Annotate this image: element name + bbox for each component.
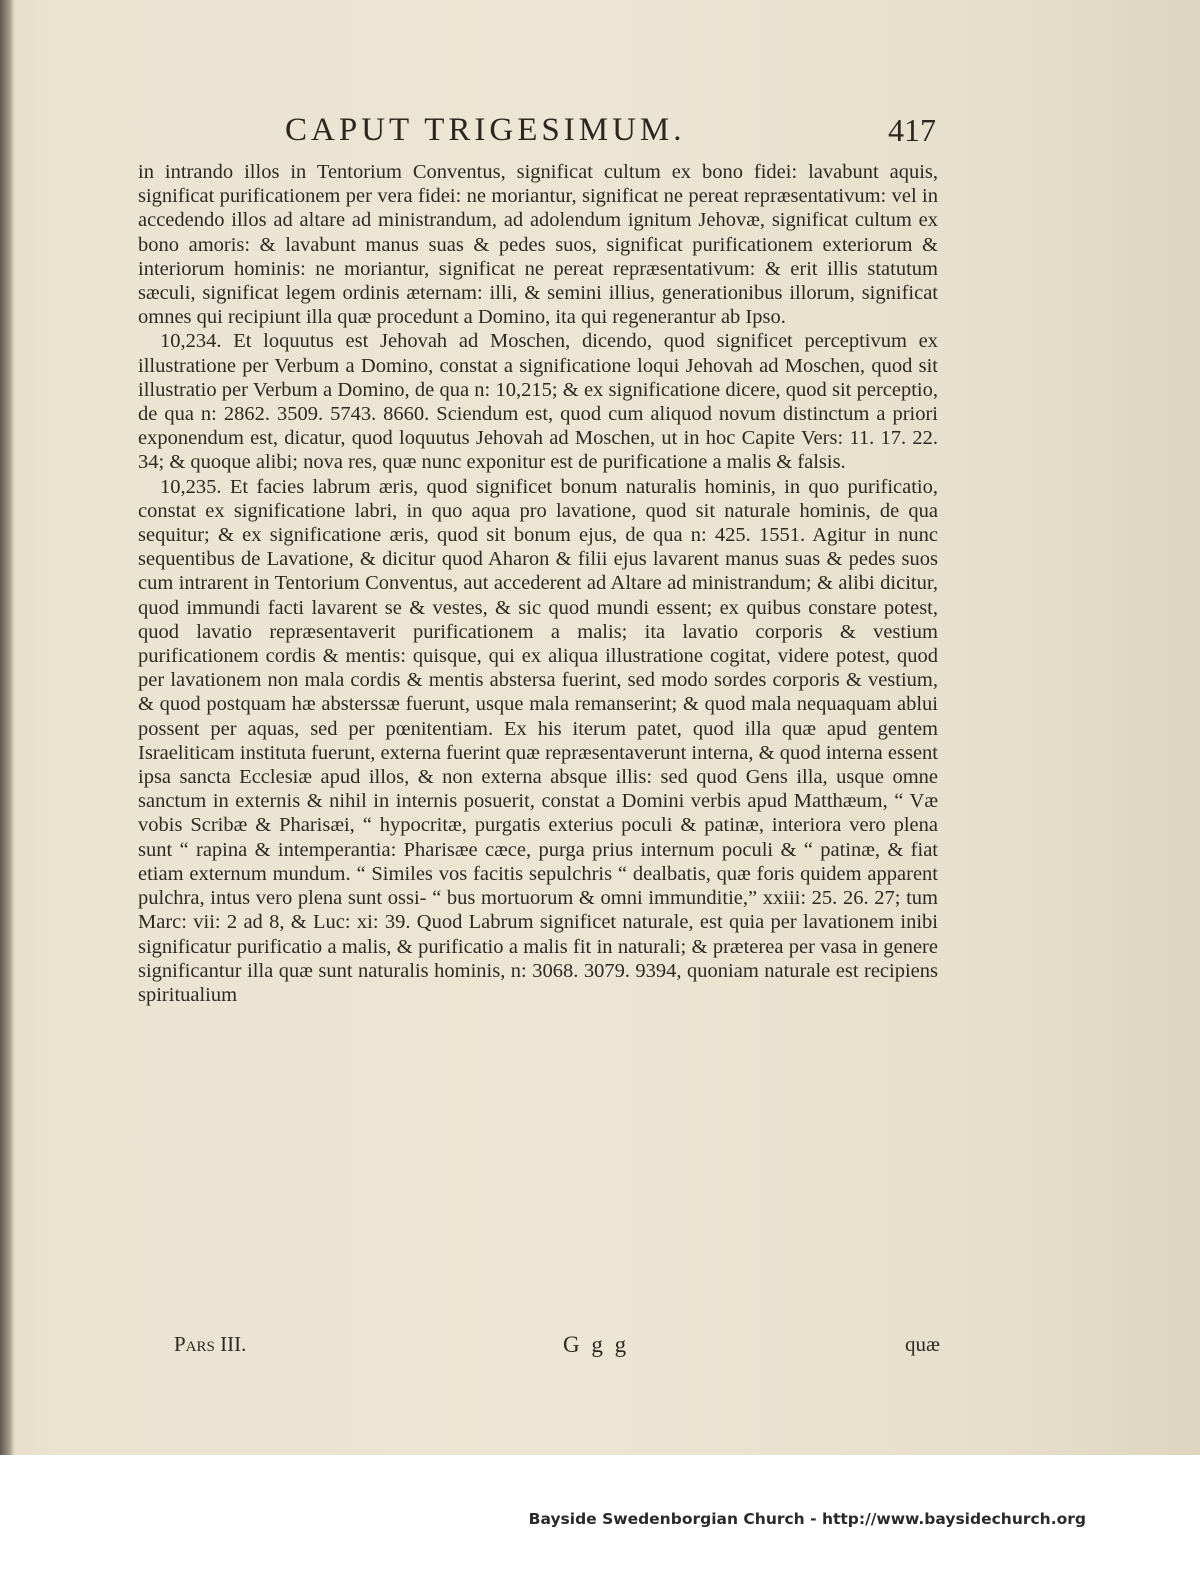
signature-mark: G g g	[563, 1332, 630, 1357]
page-footer	[140, 1332, 940, 1362]
paragraph-10235: 10,235. Et facies labrum æris, quod significet bonum naturalis hominis, in quo purificatio, constat ex significatione labri, in quo aqua pro lavatione, quod sit naturale hominis, de qua sequitur; & ex significatione æris, quod sit bonum ejus, de qua n: 425. 1551. Agitur in nunc sequentibus de Lavatione, & dicitur quod Aharon & filii ejus lavarent manus suas & pedes suos cum intrarent in Tentorium Conventus, aut accederent ad Altare ad ministrandum; & alibi dicitur, quod immundi facti lavarent se & vestes, & sic quod mundi essent; ex quibus constare potest, quod lavatio repræsentaverit purificationem a malis; ita lavatio corporis & vestium purificationem cordis & mentis: quisque, qui ex aliqua illustratione cogitat, videre potest, quod per lavationem non mala cordis & mentis abstersa fuerint, sed modo sordes corporis & vestium, & quod postquam hæ absterssæ fuerunt, usque mala remanserint; & quod mala nequaquam ablui possent per aquas, sed per pœnitentiam. Ex his iterum patet, quod illa quæ apud gentem Israeliticam instituta fuerunt, externa fuerint quæ repræsentaverunt interna, & quod interna essent ipsa sancta Ecclesiæ apud illos, & non externa absque illis: sed quod Gens illa, usque omne sanctum in externis & nihil in internis posuerit, constat a Domini verbis apud Matthæum, “ Væ vobis Scribæ & Pharisæi, “ hypocritæ, purgatis exterius poculi & patinæ, interiora vero plena sunt “ rapina & intemperantia: Pharisæe cæce, purga prius internum poculi & “ patinæ, & fiat etiam externum mundum. “ Similes vos facitis sepulchris “ dealbatis, quæ foris quidem apparent pulchra, intus vero plena sunt ossi- “ bus mortuorum & omni immunditie,” xxiii: 25. 26. 27; tum Marc: vii: 2 ad 8, & Luc: xi: 39. Quod Labrum significet naturale, est quia per lavationem inibi significatur purificatio a malis, & purificatio a malis fit in naturali; & præterea per vasa in genere significantur illa quæ sunt naturalis hominis, n: 3068. 3079. 9394, quoniam naturale est recipiens spiritualium	[138, 475, 938, 1006]
book-spine-shadow	[0, 0, 14, 1455]
body-text	[138, 160, 938, 1007]
chapter-title: CAPUT TRIGESIMUM.	[285, 112, 686, 148]
catchword: quæ	[904, 1332, 940, 1356]
source-credit: Bayside Swedenborgian Church - http://www.baysidechurch.org	[528, 1510, 1086, 1528]
page-number: 417	[888, 112, 936, 148]
paragraph-continuation: in intrando illos in Tentorium Conventus, significat cultum ex bono fidei: lavabunt aquis, significat purificationem per vera fidei: ne moriantur, significat ne pereat repræsentativum: vel in accedendo illos ad altare ad ministrandum, ad adolendum ignitum Jehovæ, significat cultum ex bono amoris: & lavabunt manus suas & pedes suos, significat purificationem exteriorum & interiorum hominis: ne moriantur, significat ne pereat repræsentativum: & erit illis statutum sæculi, significat legem ordinis æternam: illi, & semini illius, generationibus illorum, significat omnes qui recipiunt illa quæ procedunt a Domino, ita qui regenerantur ab Ipso.	[138, 161, 938, 329]
running-head	[140, 110, 940, 160]
volume-part-label: Pars III.	[174, 1332, 247, 1356]
paragraph-10234: 10,234. Et loquutus est Jehovah ad Moschen, dicendo, quod significet perceptivum ex illustratione per Verbum a Domino, constat a significatione loqui Jehovah ad Moschen, quod sit illustratio per Verbum a Domino, de qua n: 10,215; & ex significatione dicere, quod sit perceptio, de qua n: 2862. 3509. 5743. 8660. Sciendum est, quod cum aliquod novum distinctum a priori exponendum est, dicatur, quod loquutus Jehovah ad Moschen, ut in hoc Capite Vers: 11. 17. 22. 34; & quoque alibi; nova res, quæ nunc exponitur est de purificatione a malis & falsis.	[138, 330, 938, 474]
